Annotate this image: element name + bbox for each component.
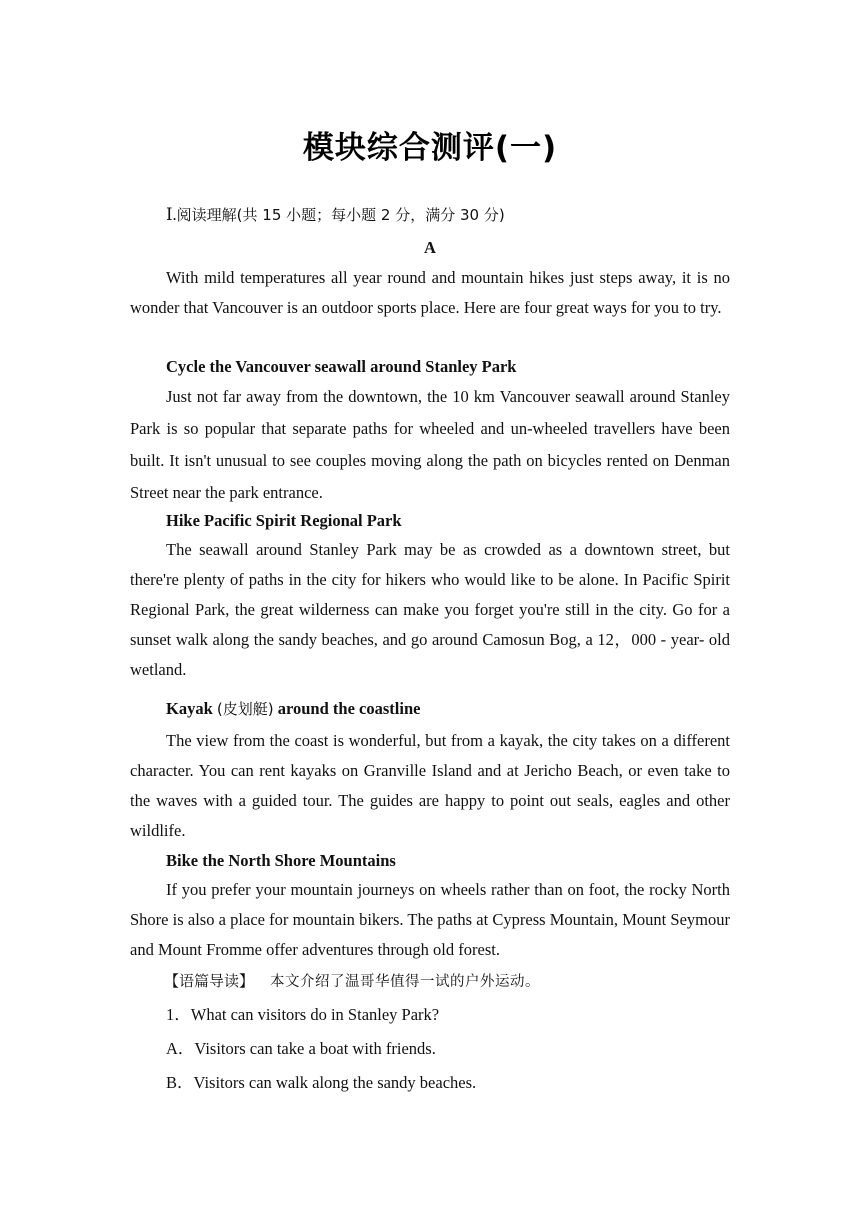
question-text: What can visitors do in Stanley Park?	[190, 1005, 440, 1024]
option-a	[166, 1038, 436, 1060]
section-roman: Ⅰ.	[166, 205, 177, 224]
guide-text: 本文介绍了温哥华值得一试的户外运动。	[270, 974, 541, 990]
option-b	[166, 1072, 476, 1094]
section-heading-bike: Bike the North Shore Mountains	[166, 851, 396, 870]
paragraph-kayak: The view from the coast is wonderful, but from a kayak, the city takes on a different character. You can rent kayaks on Granville Island and at Jericho Beach, or even take to the waves with a guided tour. The guides are happy to point out seals, eagles and other wildlife.	[130, 731, 730, 840]
option-letter: B．	[166, 1073, 194, 1092]
kayak-heading-pre: Kayak	[166, 699, 213, 718]
option-letter: A．	[166, 1039, 195, 1058]
question-number: 1．	[166, 1005, 191, 1024]
kayak-heading-post: around the coastline	[277, 699, 421, 718]
option-text: Visitors can take a boat with friends.	[194, 1039, 436, 1058]
option-text: Visitors can walk along the sandy beaches.	[193, 1073, 477, 1092]
paragraph-hike: The seawall around Stanley Park may be as crowded as a downtown street, but there're plenty of paths in the city for hikers who would like to be alone. In Pacific Spirit Regional Park, the great wilderness can make you forget you're still in the city. Go for a sunset walk along the sandy beaches, and go around Camosun Bog, a 12，000 - year- old wetland.	[130, 540, 730, 679]
section-heading-hike: Hike Pacific Spirit Regional Park	[166, 511, 402, 530]
section-heading-kayak	[166, 698, 420, 720]
question-1	[166, 1004, 439, 1026]
kayak-heading-cn: (皮划艇)	[216, 700, 274, 718]
passage-guide	[164, 969, 540, 994]
section-heading-cycle: Cycle the Vancouver seawall around Stanley Park	[166, 357, 517, 376]
section-heading	[166, 204, 505, 226]
page-title: 模块综合测评(一)	[302, 130, 558, 166]
paragraph-bike: If you prefer your mountain journeys on wheels rather than on foot, the rocky North Shore is also a place for mountain bikers. The paths at Cypress Mountain, Mount Seymour and Mount Fromme offer adventures through old forest.	[130, 880, 730, 959]
section-name: 阅读理解	[176, 206, 237, 224]
intro-paragraph: With mild temperatures all year round and mountain hikes just steps away, it is no wonder that Vancouver is an outdoor sports place. Here are four great ways for you to try.	[130, 268, 730, 317]
guide-label: 【语篇导读】	[164, 972, 255, 990]
section-note: (共 15 小题；每小题 2 分，满分 30 分)	[236, 206, 505, 224]
passage-letter: A	[424, 238, 436, 257]
paragraph-cycle: Just not far away from the downtown, the 10 km Vancouver seawall around Stanley Park is so popular that separate paths for wheeled and un-wheeled travellers have been built. It isn't unusual to see couples moving along the path on bicycles rented on Denman Street near the park entrance.	[130, 387, 730, 502]
